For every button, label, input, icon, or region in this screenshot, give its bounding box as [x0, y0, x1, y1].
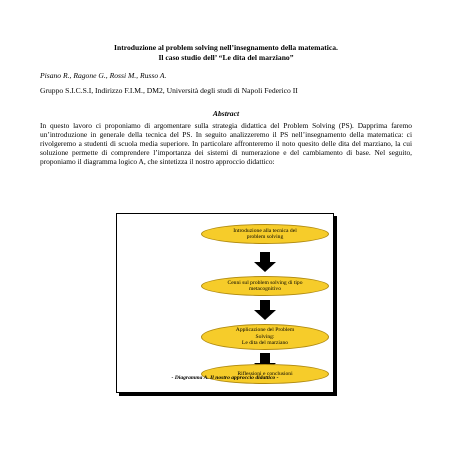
authors: Pisano R., Ragone G., Rossi M., Russo A. [40, 71, 167, 80]
paper-title [40, 43, 412, 62]
diagram-box-4: Riflessioni e conclusioni [201, 364, 329, 384]
diagram-a [116, 213, 334, 393]
title-line-1: Introduzione al problem solving nell’insegnamento della matematica. [114, 43, 338, 52]
diagram-box-1: Introduzione alla tecnica del problem solving [201, 224, 329, 244]
diagram-box-2: Cenni sul problem solving di tipo metacognitivo [201, 276, 329, 296]
down-arrow-icon [254, 300, 276, 320]
abstract-heading: Abstract [212, 109, 240, 118]
diagram-caption: - Diagramma A. Il nostro approccio didattico - [171, 375, 279, 381]
down-arrow-icon [254, 252, 276, 272]
diagram-box-3: Applicazione del Problem Solving: Le dita del marziano [201, 324, 329, 350]
title-line-2: Il caso studio dell’ “Le dita del marziano” [158, 52, 294, 62]
abstract-text: In questo lavoro ci proponiamo di argomentare sulla strategia didattica del Problem Solving (PS). Dapprima faremo un’introduzione in generale della tecnica del PS. In seguito analizzeremo il PS nell’insegnamento della matematica: ci rivolgeremo a studenti di scuola media superiore. In particolare affronteremo il noto quesito delle dita del marziano, la cui soluzione permette di comprendere l’importanza dei sistemi di numerazione e del cambiamento di base. Nel seguito, proponiamo il diagramma logico A, che sintetizza il nostro approccio didattico: [40, 121, 412, 166]
affiliation: Gruppo S.I.C.S.I, Indirizzo F.I.M., DM2, Università degli studi di Napoli Federico II [40, 86, 298, 95]
